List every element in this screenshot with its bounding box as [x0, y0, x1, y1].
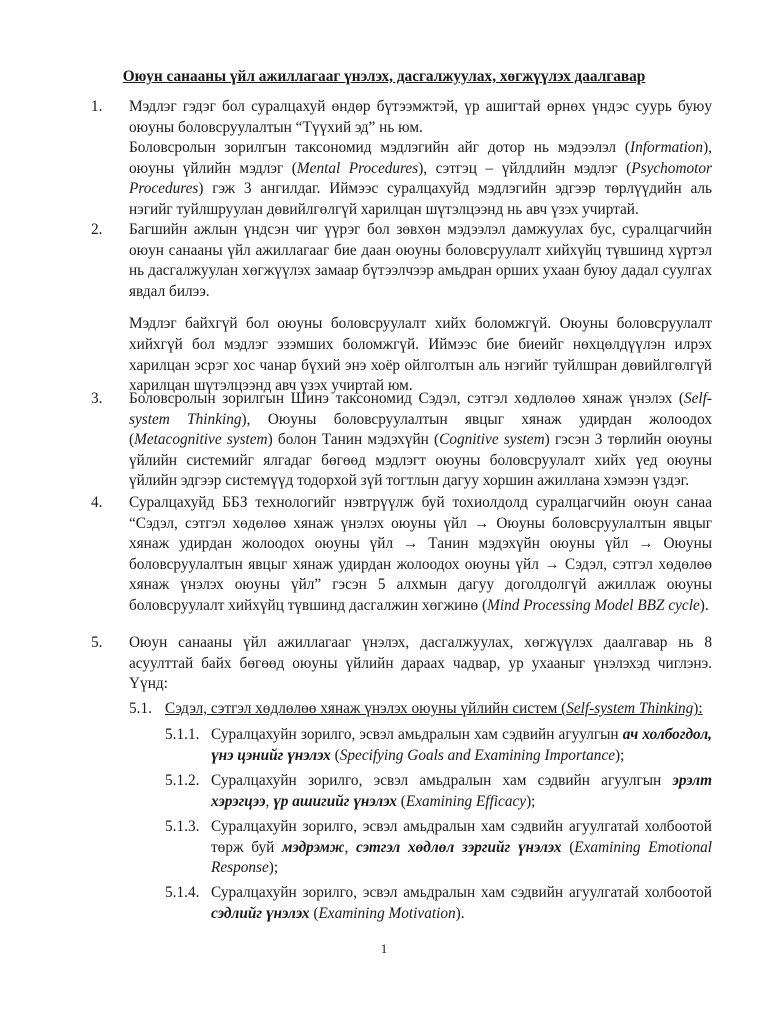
subsub-2 — [211, 771, 712, 812]
text: Суралцахуйн зорилго, эсвэл амьдралын хам сэдвийн агуулгатай холбоотой — [211, 884, 712, 901]
arrow-icon: → — [403, 535, 419, 553]
text: Боловсролын зорилгын Шинэ таксономид Сэдэл, сэтгэл хөдлөлөө хянаж үнэлэх ( — [129, 390, 684, 407]
text: Суралцахуйд ББЗ технологийг нэвтрүүлж буй тохиолдолд суралцагчийн оюун санаа “Сэдэл, сэтгэл хөдөлөө хянаж үнэлэх оюуны үйл — [129, 494, 712, 532]
text: ( — [330, 746, 340, 764]
bold-italic-term: сэдлийг үнэлэх — [211, 904, 310, 922]
arrow-icon: → — [544, 555, 560, 573]
item-1-paragraph-2 — [129, 138, 712, 220]
italic-term: Self-system Thinking — [566, 700, 694, 717]
subsub-4 — [211, 883, 712, 924]
subsub-1-number: 5.1.1. — [165, 726, 200, 743]
item-3 — [129, 389, 712, 492]
italic-term: Mental Procedures — [296, 159, 419, 177]
page-number: 1 — [380, 941, 388, 956]
text: ); — [615, 746, 625, 764]
text: ): — [693, 700, 703, 717]
text: , — [344, 838, 356, 856]
item-2-paragraph-2: Мэдлэг байхгүй бол оюуны боловсруулалт хийх боломжгүй. Оюуны боловсруулалт хийхгүй бол мэдлэг эзэмших боломжгүй. Иймээс бие биеийг нөхцөлдүүлэн илрэх харилцан эсрэг хос чанар бүхий энэ хоёр ойлголтын аль нэгийг туйлшран дөвийлгөлгүй харилцан шүтэлцээнд авч үзэх учиртай юм. — [129, 315, 712, 395]
item-1-number: 1. — [91, 98, 103, 115]
italic-term: Information — [629, 139, 704, 157]
text: Сэдэл, сэтгэл хөдөлөө хянаж үнэлэх оюуны үйл” гэсэн 5 алхмын дагуу доголдолгүй ажиллаж оюуны боловсруулалт хийхүйц түвшинд дасгалжин хөгжинө ( — [129, 555, 713, 614]
subsub-1 — [211, 725, 712, 766]
item-4-paragraph — [129, 493, 712, 617]
text: ( — [396, 792, 406, 810]
text: ); — [268, 859, 279, 877]
arrow-icon: → — [473, 514, 490, 532]
italic-term: Metacognitive system — [134, 431, 268, 449]
item-5-number: 5. — [91, 634, 103, 651]
item-2-paragraph-1: Багшийн ажлын үндсэн чиг үүрэг бол зөвхөн мэдээлэл дамжуулах бус, суралцагчийн оюун санааны үйл ажиллагааг бие даан оюуны боловсруулалт хийхүйц түвшинд хүртэл нь дасгалжуулан хөгжүүлэх замаар бүтээлчээр амьдран орших ухаан буюу дадал суулгах явдал билээ. — [129, 221, 712, 300]
italic-term: Mind Processing Model BBZ cycle — [487, 596, 700, 614]
text: ), сэтгэц – үйлдлийн мэдлэг ( — [418, 159, 632, 177]
subsub-2-number: 5.1.2. — [165, 772, 200, 789]
text: Оюуны боловсруулалтын явцыг хянаж удирдан жолоодох оюуны үйл — [129, 535, 713, 573]
text: ) гэж 3 ангилдаг. Иймээс суралцахуйд мэдлэгийн эдгээр төрлүүдийн аль нэгийг туйлшруулан дөвийлгөлгүй харилцан шүтэлцээнд нь авч үзэх учиртай. — [129, 180, 712, 218]
italic-term: Examining Motivation — [318, 904, 456, 922]
subsection-number: 5.1. — [129, 700, 152, 717]
item-4 — [129, 493, 712, 617]
text: Оюуны боловсруулалтын явцыг хянаж удирдан жолоодох оюуны үйл — [129, 514, 712, 553]
item-2-number: 2. — [91, 221, 103, 238]
bold-italic-term: сэтгэл хөдлөл зэргийг үнэлэх — [355, 838, 562, 856]
italic-term: Examining Efficacy — [405, 792, 527, 810]
bold-italic-term: ач холбогдол, үнэ цэнийг үнэлэх — [211, 726, 712, 764]
document-title: Оюун санааны үйл ажиллагааг үнэлэх, дасгалжуулах, хөгжүүлэх даалгавар — [122, 68, 646, 85]
subsub-4-number: 5.1.4. — [165, 884, 200, 901]
italic-term: Cognitive system — [439, 431, 545, 449]
italic-term: Examining Emotional Response — [211, 838, 712, 877]
text: ) болон Танин мэдэхүйн ( — [267, 431, 440, 449]
italic-term: Specifying Goals and Examining Importance — [339, 746, 616, 764]
item-3-paragraph — [129, 389, 712, 492]
item-1-paragraph-1: Мэдлэг гэдэг бол суралцахуй өндөр бүтээмжтэй, үр ашигтай өрнөх үндэс суурь буюу оюуны боловсруулалтын “Түүхий эд” нь юм. — [129, 98, 712, 136]
item-5 — [129, 633, 712, 695]
bold-italic-term: мэдрэмж — [281, 838, 345, 856]
item-4-number: 4. — [91, 494, 103, 511]
subsection-heading — [165, 699, 712, 720]
text: ); — [526, 792, 536, 810]
italic-term: Self-system Thinking — [129, 390, 712, 428]
subsub-3 — [211, 817, 712, 879]
subsub-3-number: 5.1.3. — [165, 818, 200, 835]
arrow-icon: → — [638, 535, 654, 553]
item-3-number: 3. — [91, 390, 103, 407]
item-1 — [129, 97, 712, 221]
text: ) гэсэн 3 төрлийн оюуны үйлийн системийг ялгадаг бөгөөд мэдлэгт оюуны боловсруулалт хийх үед оюуны үйлийн эдгээр системүүд тодорхой зүй тогтлын дагуу хоршин ажиллана хэмээн үздэг. — [129, 431, 712, 490]
text: Танин мэдэхүйн оюуны үйл — [428, 535, 629, 553]
text: ( — [561, 838, 575, 856]
text: ). — [455, 904, 465, 922]
text: , — [265, 792, 274, 810]
text: Боловсролын зорилгын таксономид мэдлэгийн айг дотор нь мэдээлэл ( — [129, 139, 630, 157]
text: ). — [699, 596, 709, 614]
text: ), оюуны үйлийн мэдлэг ( — [129, 139, 712, 177]
bold-italic-term: эрэлт хэрэгцээ — [211, 772, 712, 810]
bold-italic-term: үр ашигийг үнэлэх — [273, 792, 397, 810]
item-5-paragraph: Оюун санааны үйл ажиллагааг үнэлэх, дасгалжуулах, хөгжүүлэх даалгавар нь 8 асуулттай байх бөгөөд оюуны үйлийн дараах чадвар, ур ухааныг үнэлэхэд чиглэнэ. Үүнд: — [129, 634, 712, 693]
text: ), Оюуны боловсруулалтын явцыг хянаж удирдан жолоодох ( — [129, 410, 712, 449]
item-2 — [129, 220, 712, 397]
text: Суралцахуйн зорилго, эсвэл амьдралын хам сэдвийн агуулгын — [211, 772, 673, 789]
text: Сэдэл, сэтгэл хөдлөлөө хянаж үнэлэх оюуны үйлийн систем ( — [165, 700, 567, 717]
text: ( — [309, 904, 319, 922]
text: Суралцахуйн зорилго, эсвэл амьдралын хам сэдвийн агуулгатай холбоотой төрж буй — [211, 818, 712, 856]
text: Суралцахуйн зорилго, эсвэл амьдралын хам сэдвийн агуулгын — [211, 726, 623, 743]
italic-term: Psychomotor Procedures — [129, 159, 712, 198]
